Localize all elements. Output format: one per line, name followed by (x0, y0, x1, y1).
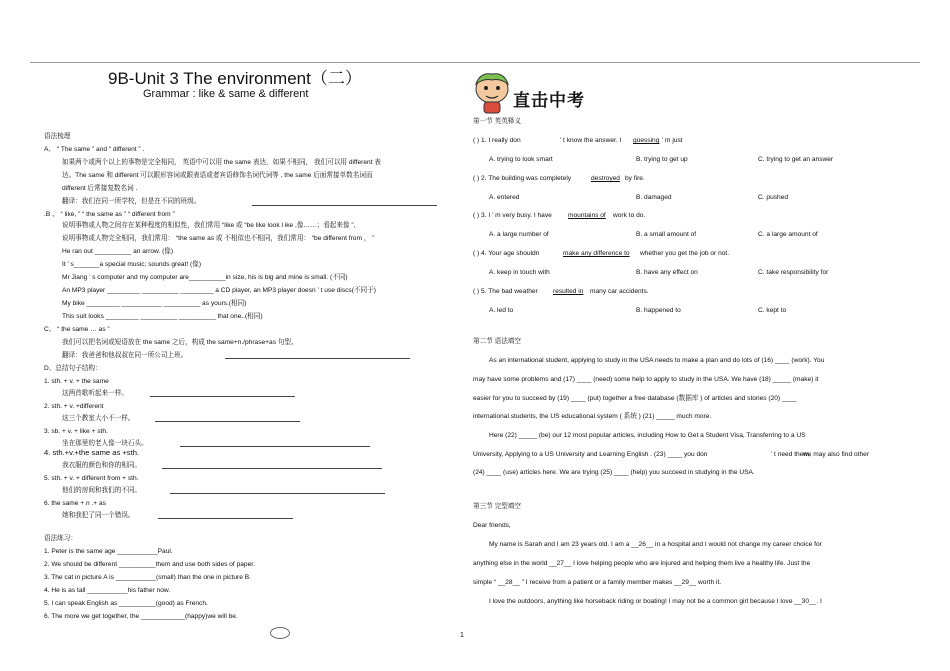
option-a: A. trying to look smart (489, 156, 553, 163)
question-5-end: many car accidents. (590, 288, 649, 295)
option-a: A. entered (489, 194, 520, 201)
section-3-heading: 第三节 完型填空 (473, 503, 521, 510)
section-d-title: D、总结句子结构： (44, 365, 102, 372)
option-c: C. trying to get an answer (758, 156, 834, 163)
section-b-line: 说明事物或人物之间存在某种程度的相似性，我们常用 “like 或 “be like look l ike ,像……；看起来像 ”, (62, 222, 356, 229)
answer-line (155, 421, 300, 422)
grammar-fill-line: may have some problems and (17) ____ (need) some help to apply to study in the USA. We have (18) _____ (make) it (473, 376, 819, 383)
option-b: B. a small amount of (636, 231, 697, 238)
section-b-title: .B 、 “ like, ” “ the same as ” “ different from ” (44, 211, 175, 218)
answer-line (162, 468, 382, 469)
option-c: C. take responsibility for (758, 269, 829, 276)
grammar-fill-line: University, Applying to a US University and Learning English . (23) ____ you don (473, 451, 708, 458)
structure-translation: 坐在那里的老人像一块石头。 (62, 440, 148, 447)
grammar-fill-line: Here (22) _____ (be) our 12 most popular articles, including How to Get a Student Visa, Transferring to a US (489, 432, 806, 439)
question-3: ( ) 3. I ’ m very busy. I have (473, 212, 552, 219)
option-c: C. pushed (758, 194, 789, 201)
option-a: A. keep in touch with (489, 269, 550, 276)
answer-line (180, 446, 370, 447)
structure-translation: 她和我犯了同一个错误。 (62, 512, 135, 519)
section-a-line: 如果两个或两个以上的事物是完全相同， 英语中可以用 the same 表达，如果不相同， 我们可以用 different 表 (62, 159, 381, 166)
page-subtitle: Grammar : like & same & different (143, 88, 309, 100)
structure-item: 2. sth. + v. +different (44, 403, 104, 410)
section-b-line: 说明事物或人物完全相同，我们常用： “the same as 或 不相似也不相同，我们常用： “be different from ， ” (62, 235, 375, 242)
grammar-fill-line-end: we may also find other (803, 451, 869, 458)
structure-item: 4. sth.+v.+the same as +sth. (44, 448, 140, 457)
section-a-line: different 后常接复数名词 . (62, 185, 138, 192)
section-a-title: A、 “ The same ” and “ different ” . (44, 146, 145, 153)
option-b: B. trying to get up (636, 156, 688, 163)
option-b: B. damaged (636, 194, 672, 201)
question-4: ( ) 4. Your age shouldn (473, 250, 540, 257)
section-b-exercise: It ’ s_______a special music; sounds great! (像) (62, 261, 202, 268)
section-b-exercise: Mr Jiang ’ s computer and my computer are__________in size, his is big and mine is small. (不同) (62, 274, 348, 281)
section-c-title: C、 “ the same … as ” (44, 326, 110, 333)
section-b-exercise: An MP3 player _________ __________ _________ a CD player, an MP3 player doesn ’ t use discs(不同于) (62, 287, 376, 294)
answer-line (150, 396, 295, 397)
section-b-exercise: This suit looks _________ __________ __________ that one..(相同) (62, 313, 263, 320)
practice-heading: 语法练习： (44, 535, 77, 542)
answer-line (170, 493, 385, 494)
option-a: A. led to (489, 307, 514, 314)
structure-translation: 我衣服的颜色和你的相同。 (62, 462, 142, 469)
option-b: B. happened to (636, 307, 681, 314)
grammar-fill-line: international students, the US educational system ( 系统 ) (21) _____ much more. (473, 413, 712, 420)
logo-text: 直击中考 (513, 91, 585, 111)
cloze-line: My name is Sarah and I am 23 years old. I am a __26__ in a hospital and I would not change my career choice for (489, 541, 822, 548)
grammar-heading: 语法梳理 (44, 133, 71, 140)
question-4-keyword: make any difference to (563, 250, 630, 257)
question-5-keyword: resulted in (553, 288, 584, 295)
page-marker-icon (270, 627, 290, 639)
page-number: 1 (460, 632, 464, 639)
practice-item: 6. The more we get together, the ____________(happy)we will be. (44, 613, 238, 620)
question-2-end: by fire. (625, 175, 645, 182)
question-4-end: whether you get the job or not. (640, 250, 730, 257)
question-2-keyword: destroyed (591, 175, 620, 182)
cloze-line: I love the outdoors, anything like horseback riding or boating! I may not be a common girl because I love __30__. I (489, 598, 822, 605)
question-1-end: ’ m just (662, 137, 683, 144)
structure-translation: 他们的房间和我们的不同。 (62, 487, 142, 494)
grammar-fill-line-cont: ’ t need them, (771, 451, 811, 458)
question-1: ( ) 1. I really don (473, 137, 521, 144)
cloze-line: simple “ __28__ ” I receive from a patient or a family member makes __29__ worth it. (473, 579, 722, 586)
mascot-icon (470, 70, 514, 116)
option-c: C. kept to (758, 307, 787, 314)
practice-item: 4. He is as tall ___________his father now. (44, 587, 171, 594)
question-1-cont: ’ t know the answer. I (560, 137, 622, 144)
section-b-exercise: My bike _________ ___________ __________ as yours.(相同) (62, 300, 247, 307)
cloze-line: anything else in the world __27__ I love helping people who are injured and helping them live a healthy life. Just the (473, 560, 811, 567)
answer-line (225, 358, 410, 359)
option-a: A. a large number of (489, 231, 549, 238)
grammar-fill-line: easier for you to succeed by (19) ____ (put) together a free database (数据库 ) of articles and stories (20) ____ (473, 395, 797, 402)
structure-item: 3. sb. + v. + like + sth. (44, 428, 108, 435)
question-5: ( ) 5. The bad weather (473, 288, 538, 295)
section-a-translation: 翻译：我们在同一所学校，但是在不同的班级。 (62, 198, 201, 205)
structure-item: 5. sth. + v. + different from + sth. (44, 475, 139, 482)
option-c: C. a large amount of (758, 231, 818, 238)
practice-item: 3. The cat in picture A is ___________(small) than the one in picture B. (44, 574, 251, 581)
grammar-fill-line: As an international student, applying to study in the USA needs to make a plan and do lots of (16) ____ (work). You (489, 357, 825, 364)
practice-item: 5. I can speak English as __________(good) as French. (44, 600, 208, 607)
section-c-line: 我们可以把名词或短语放在 the same 之后，构成 the same+n./phrase+as 句型。 (62, 339, 298, 346)
answer-line (158, 518, 293, 519)
section-1-heading: 第一节 英英释义 (473, 118, 521, 125)
question-2: ( ) 2. The building was completely (473, 175, 572, 182)
practice-item: 2. We should be different __________them and use both sides of paper. (44, 561, 255, 568)
page-title: 9B-Unit 3 The environment（二） (108, 69, 362, 88)
section-c-translation: 翻译：我爸爸和他叔叔在同一所公司上班。 (62, 352, 188, 359)
structure-item: 6. the same + n .+ as (44, 500, 106, 507)
section-b-exercise: He ran out __________ an arrow. (像) (62, 248, 174, 255)
question-3-end: work to do. (613, 212, 646, 219)
section-a-line: 达。The same 和 different 可以跟形容词或跟表语或者宾语修饰名词代词等 , the same 后面常接单数名词而 (62, 172, 373, 179)
structure-translation: 这两首歌听起来一样。 (62, 390, 128, 397)
question-1-keyword: guessing (633, 137, 660, 144)
practice-item: 1. Peter is the same age ___________Paul. (44, 548, 173, 555)
grammar-fill-line: (24) ____ (use) articles here. We are trying (25) ____ (help) you succeed in studying in the USA. (473, 469, 755, 476)
structure-item: 1. sth. + v. + the same (44, 378, 109, 385)
cloze-greeting: Dear friends, (473, 522, 511, 529)
question-3-keyword: mountains of (568, 212, 606, 219)
section-2-heading: 第二节 语法填空 (473, 338, 521, 345)
option-b: B. have any effect on (636, 269, 698, 276)
answer-line (252, 205, 437, 206)
structure-translation: 这三个教室大小不一样。 (62, 415, 135, 422)
top-rule (30, 62, 920, 63)
